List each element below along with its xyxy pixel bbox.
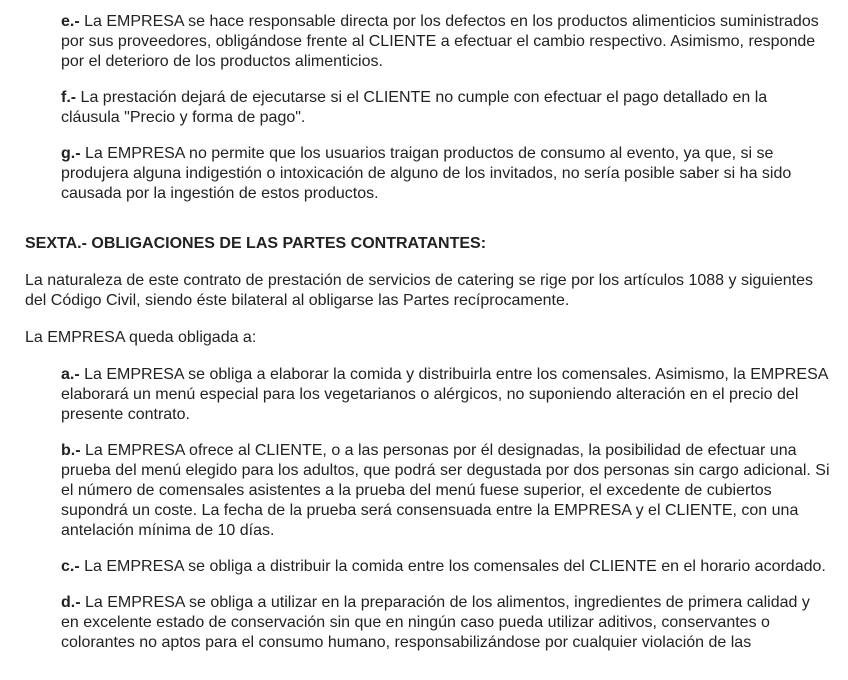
clause-item-g <box>25 144 830 204</box>
clause-text: La prestación dejará de ejecutarse si el CLIENTE no cumple con efectuar el pago detallado en la cláusula "Precio y forma de pago". <box>61 89 768 126</box>
clause-letter: a.- <box>61 366 80 383</box>
clause-letter: f.- <box>61 89 77 106</box>
clause-letter: e.- <box>61 13 80 30</box>
clause-letter: d.- <box>61 594 81 611</box>
clause-item-c <box>25 557 830 577</box>
company-obligations-lead: La EMPRESA queda obligada a: <box>25 329 257 346</box>
clause-item-f <box>25 88 830 128</box>
clause-item-a <box>25 365 830 425</box>
section-heading: SEXTA.- OBLIGACIONES DE LAS PARTES CONTRATANTES: <box>25 235 487 252</box>
clause-item-d <box>25 593 830 653</box>
clause-letter: c.- <box>61 558 80 575</box>
clause-text: La EMPRESA se obliga a elaborar la comida y distribuirla entre los comensales. Asimismo, la EMPRESA elaborará un menú especial para los vegetarianos o alérgicos, no suponiendo alteración en el precio del presente contrato. <box>61 366 828 423</box>
clause-item-b <box>25 441 830 541</box>
clause-letter: g.- <box>61 145 81 162</box>
clause-text: La EMPRESA se obliga a distribuir la comida entre los comensales del CLIENTE en el horario acordado. <box>79 558 826 575</box>
clause-letter: b.- <box>61 442 81 459</box>
section-intro: La naturaleza de este contrato de prestación de servicios de catering se rige por los artículos 1088 y siguientes del Código Civil, siendo éste bilateral al obligarse las Partes recíprocamente. <box>25 272 814 309</box>
clause-text: La EMPRESA no permite que los usuarios traigan productos de consumo al evento, ya que, si se produjera alguna indigestión o intoxicación de alguno de los invitados, no sería posible saber si ha sido causada por la ingestión de estos productos. <box>61 145 792 202</box>
clause-text: La EMPRESA se hace responsable directa por los defectos en los productos alimenticios suministrados por sus proveedores, obligándose frente al CLIENTE a efectuar el cambio respectivo. Asimismo, responde por el deterioro de los productos alimenticios. <box>61 13 819 70</box>
clause-text: La EMPRESA ofrece al CLIENTE, o a las personas por él designadas, la posibilidad de efectuar una prueba del menú elegido para los adultos, que podrá ser degustada por dos personas sin cargo adicional. Si el número de comensales asistentes a la prueba del menú fuese superior, el excedente de cubiertos supondrá un coste. La fecha de la prueba será consensuada entre la EMPRESA y el CLIENTE, con una antelación mínima de 10 días. <box>61 442 830 539</box>
clause-text: La EMPRESA se obliga a utilizar en la preparación de los alimentos, ingredientes de primera calidad y en excelente estado de conservación sin que en ningún caso pueda utilizar aditivos, conservantes o colorantes no aptos para el consumo humano, responsabilizándose por cualquier violación de las <box>61 594 810 651</box>
clause-item-e <box>25 12 830 72</box>
